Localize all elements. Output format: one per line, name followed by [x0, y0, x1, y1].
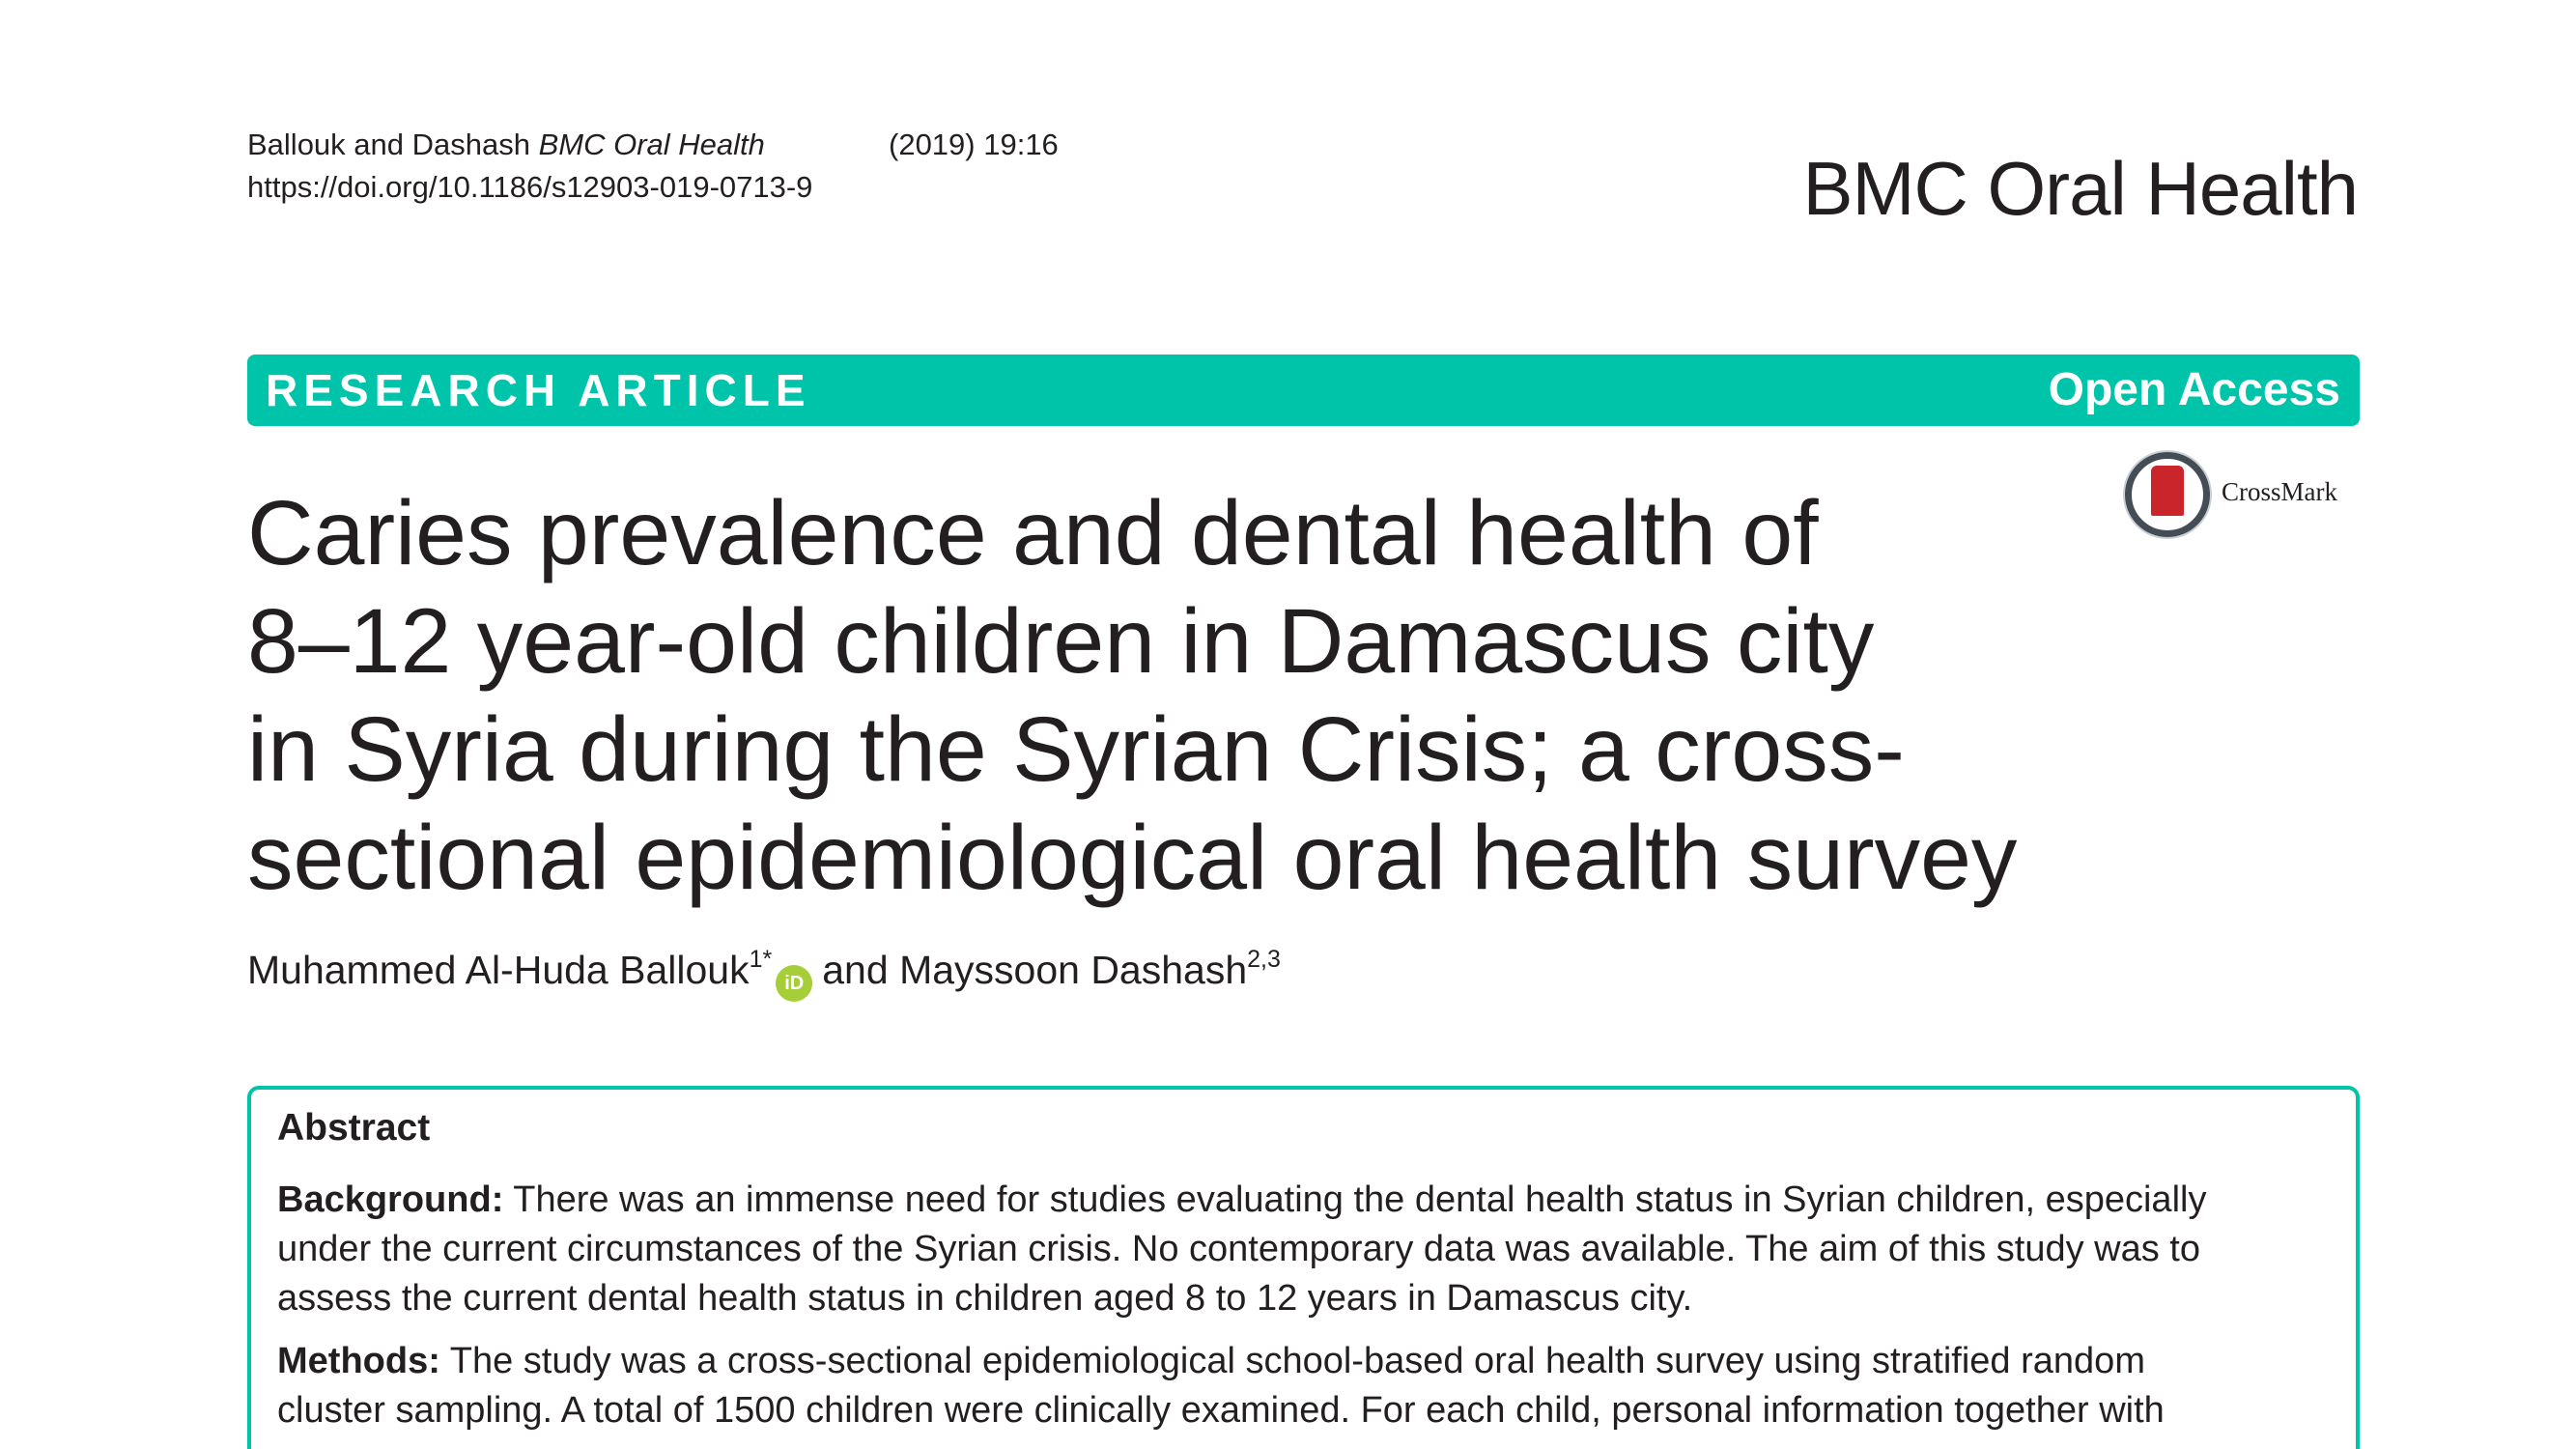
- citation-authors: Ballouk and Dashash: [247, 128, 530, 161]
- author-connector: and: [822, 948, 889, 992]
- abstract-line: [277, 1176, 2335, 1225]
- abstract-methods: [277, 1337, 2335, 1435]
- title-line: sectional epidemiological oral health survey: [247, 807, 2018, 909]
- author-list: [247, 945, 1281, 1002]
- abstract-line: under the current circumstances of the Syrian crisis. No contemporary data was available. The aim of this study was to: [277, 1229, 2200, 1269]
- author-affiliation-ref: 2,3: [1247, 946, 1281, 973]
- article-title: [247, 479, 2179, 912]
- title-line: in Syria during the Syrian Crisis; a cross-: [247, 698, 1905, 801]
- author-name[interactable]: Muhammed Al-Huda Ballouk: [247, 948, 750, 992]
- citation-year-volume: (2019) 19:16: [889, 128, 1059, 161]
- author-name[interactable]: Mayssoon Dashash: [899, 948, 1248, 992]
- doi-link[interactable]: https://doi.org/10.1186/s12903-019-0713-9: [247, 170, 813, 204]
- citation-journal: BMC Oral Health: [538, 128, 765, 161]
- citation-block: [247, 124, 1059, 209]
- title-line: Caries prevalence and dental health of: [247, 482, 1819, 584]
- methods-label: Methods:: [277, 1341, 440, 1381]
- open-access-label: Open Access: [2048, 364, 2340, 415]
- title-line: 8–12 year-old children in Damascus city: [247, 590, 1875, 693]
- article-type: RESEARCH ARTICLE: [266, 365, 811, 415]
- orcid-icon[interactable]: iD: [776, 965, 812, 1002]
- abstract-background: [277, 1176, 2335, 1323]
- background-text: There was an immense need for studies evaluating the dental health status in Syrian children, especially: [513, 1179, 2207, 1220]
- abstract-line: [277, 1337, 2335, 1386]
- crossmark-label: CrossMark: [2222, 477, 2337, 506]
- citation-line: [247, 124, 1059, 166]
- journal-name: BMC Oral Health: [1802, 146, 2358, 231]
- abstract-line: assess the current dental health status in children aged 8 to 12 years in Damascus city.: [277, 1278, 1693, 1319]
- article-type-banner: [247, 355, 2360, 426]
- abstract-heading: Abstract: [277, 1107, 431, 1149]
- abstract-line: cluster sampling. A total of 1500 children were clinically examined. For each child, personal information together with: [277, 1390, 2165, 1431]
- background-label: Background:: [277, 1179, 504, 1220]
- author-affiliation-ref: 1*: [749, 946, 773, 973]
- methods-text: The study was a cross-sectional epidemiological school-based oral health survey using stratified random: [449, 1341, 2145, 1381]
